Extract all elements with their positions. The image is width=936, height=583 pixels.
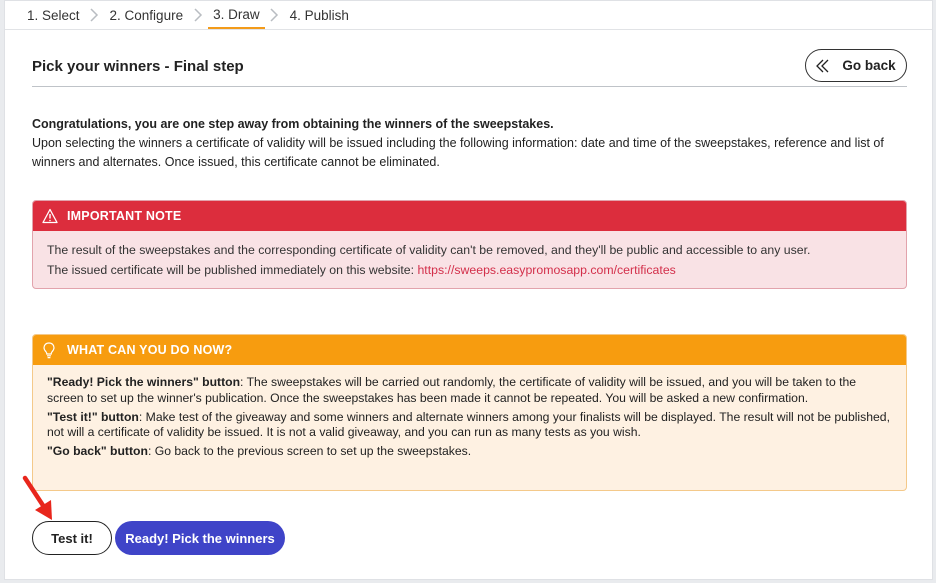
go-back-button[interactable] [805,49,907,82]
step-label: 1. Select [27,7,80,23]
important-note-line2 [47,260,892,280]
ready-pick-winners-button[interactable]: Ready! Pick the winners [115,521,285,555]
double-chevron-left-icon [816,59,830,73]
step-select[interactable] [22,1,85,29]
what-now-item [47,410,892,441]
what-now-alert [32,334,907,491]
what-now-desc: : Go back to the previous screen to set up the sweepstakes. [147,444,472,459]
header-divider [32,86,907,87]
what-now-term: "Ready! Pick the winners" button [47,375,241,389]
go-back-label: Go back [842,58,896,73]
what-now-desc: : The sweepstakes will be carried out randomly, the certificate of validity will be issued, and you will be taken to the screen to set up the winner's publication. Once the sweepstakes has been made it cannot be repeated. You will be asked a new confirmation. [47,375,857,405]
warning-triangle-icon [42,208,58,224]
what-now-title: WHAT CAN YOU DO NOW? [67,343,233,357]
intro-lead: Congratulations, you are one step away from obtaining the winners of the sweepstakes. [32,117,554,131]
certificates-link[interactable]: https://sweeps.easypromosapp.com/certificates [417,263,676,277]
what-now-item [47,444,892,460]
app-frame [4,0,933,580]
what-now-term: "Test it!" button [47,409,139,424]
lightbulb-icon [43,342,55,359]
step-publish[interactable] [285,1,354,29]
step-label: 3. Draw [213,6,260,22]
red-arrow-icon [19,474,59,524]
chevron-right-icon [85,1,105,29]
intro-text [32,115,912,172]
important-note-line1: The result of the sweepstakes and the corresponding certificate of validity can't be removed, and they'll be public and accessible to any user. [47,243,811,257]
important-note-alert [32,200,907,289]
page-title: Pick your winners - Final step [32,58,244,75]
chevron-right-icon [188,1,208,29]
what-now-body [33,365,906,460]
what-now-term: "Go back" button [47,444,148,459]
chevron-right-icon [265,1,285,29]
important-note-body [33,231,906,280]
what-now-desc: : Make test of the giveaway and some winners and alternate winners among your finalists will be displayed. The result will not be published, not will a certificate of validity be issued. It is not a valid giveaway, and you can run as many tests as you wish. [47,409,890,440]
important-note-header [33,201,906,231]
step-label: 2. Configure [109,7,184,23]
what-now-item [47,375,892,406]
step-draw[interactable] [208,1,265,29]
wizard-stepper [5,1,932,30]
intro-body: Upon selecting the winners a certificate of validity will be issued including the following information: date and time of the sweepstakes, reference and list of winners and alternates. Once issued, this certificate cannot be eliminated. [32,136,884,169]
test-it-button[interactable]: Test it! [32,521,112,555]
what-now-header [33,335,906,365]
important-note-line2-text: The issued certificate will be published immediately on this website: [47,263,418,277]
important-note-title: IMPORTANT NOTE [67,209,182,223]
step-label: 4. Publish [289,7,349,23]
step-configure[interactable] [105,1,189,29]
